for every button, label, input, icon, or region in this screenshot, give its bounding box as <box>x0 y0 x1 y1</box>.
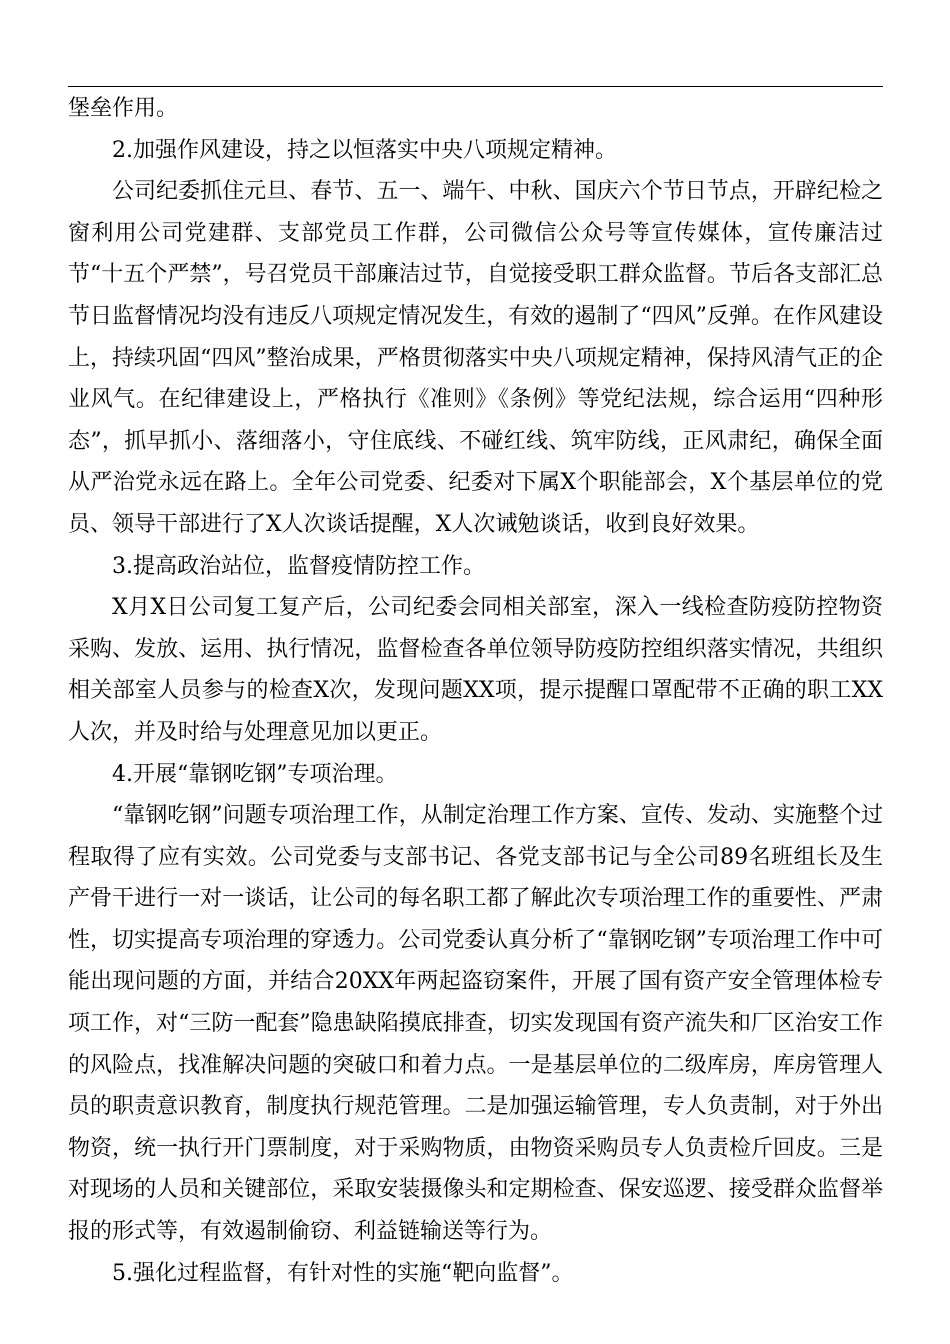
paragraph-continuation: 堡垒作用。 <box>68 96 179 121</box>
section-heading-4: 4.开展“靠钢吃钢”专项治理。 <box>112 761 398 787</box>
paragraph-epidemic-control: X月X日公司复工复产后，公司纪委会同相关部室，深入一线检查防疫防控物资采购、发放、运用、执行情况，监督检查各单位领导防疫防控组织落实情况，共组织相关部室人员参与的检查X次，发现问题XX项，提示提醒口罩配带不正确的职工XX人次，并及时给与处理意见加以更正。 <box>68 595 883 745</box>
document-body <box>68 88 883 1294</box>
paragraph-style-building: 公司纪委抓住元旦、春节、五一、端午、中秋、国庆六个节日节点，开辟纪检之窗利用公司党建群、支部党员工作群，公司微信公众号等宣传媒体，宣传廉洁过节“十五个严禁”，号召党员干部廉洁过节，自觉接受职工群众监督。节后各支部汇总节日监督情况均没有违反八项规定情况发生，有效的遏制了“四风”反弹。在作风建设上，持续巩固“四风”整治成果，严格贯彻落实中央八项规定精神，保持风清气正的企业风气。在纪律建设上，严格执行《准则》《条例》等党纪法规，综合运用“四种形态”，抓早抓小、落细落小，守住底线、不碰红线、筑牢防线，正风肃纪，确保全面从严治党永远在路上。全年公司党委、纪委对下属X个职能部会，X个基层单位的党员、领导干部进行了X人次谈话提醒，X人次诫勉谈话，收到良好效果。 <box>68 179 883 537</box>
section-heading-5: 5.强化过程监督，有针对性的实施“靶向监督”。 <box>112 1260 574 1286</box>
header-rule <box>68 86 883 87</box>
section-heading-3: 3.提高政治站位，监督疫情防控工作。 <box>112 553 485 579</box>
section-heading-2: 2.加强作风建设，持之以恒落实中央八项规定精神。 <box>112 137 617 163</box>
paragraph-special-governance: “靠钢吃钢”问题专项治理工作，从制定治理工作方案、宣传、发动、实施整个过程取得了应有实效。公司党委与支部书记、各党支部书记与全公司89名班组长及生产骨干进行一对一谈话，让公司的每名职工都了解此次专项治理工作的重要性、严肃性，切实提高专项治理的穿透力。公司党委认真分析了“靠钢吃钢”专项治理工作中可能出现问题的方面，并结合20XX年两起盗窃案件，开展了国有资产安全管理体检专项工作，对“三防一配套”隐患缺陷摸底排查，切实发现国有资产流失和厂区治安工作的风险点，找准解决问题的突破口和着力点。一是基层单位的二级库房，库房管理人员的职责意识教育，制度执行规范管理。二是加强运输管理，专人负责制，对于外出物资，统一执行开门票制度，对于采购物质，由物资采购员专人负责检斤回皮。三是对现场的人员和关键部位，采取安装摄像头和定期检查、保安巡逻、接受群众监督举报的形式等，有效遏制偷窃、利益链输送等行为。 <box>68 803 883 1245</box>
